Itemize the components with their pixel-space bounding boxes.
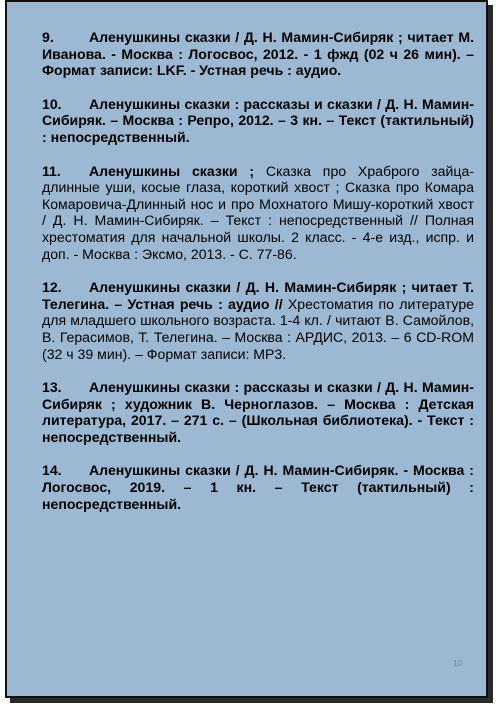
entry-title: Аленушкины сказки / Д. Н. Мамин-Сибиряк ; читает Т. Телегина. – Устная речь : аудио // <box>42 279 474 312</box>
entry-number: 10. <box>42 95 62 112</box>
document-page <box>5 0 488 698</box>
entry-text: Аленушкины сказки : рассказы и сказки / Д. Н. Мамин-Сибиряк ; художник В. Черноглазов. – Москва : Детская литература, 2017. – 271 с. – (Школьная библиотека). - Текст : непосредственный. <box>42 379 474 445</box>
bibliography-entry-14 <box>42 462 474 512</box>
entry-number: 14. <box>42 462 62 479</box>
entry-number: 11. <box>42 162 61 179</box>
page-number: 10 <box>453 659 462 668</box>
entry-number: 12. <box>42 279 62 296</box>
bibliography-entry-12 <box>42 279 474 362</box>
entry-text: Аленушкины сказки / Д. Н. Мамин-Сибиряк. - Москва : Логосвос, 2019. – 1 кн. – Текст (тактильный) : непосредственный. <box>42 462 474 512</box>
entry-text: Сказка про Храброго зайца-длинные уши, косые глаза, короткий хвост ; Сказка про Комара Комаровича-Длинный нос и про Мохнатого Мишу-короткий хвост / Д. Н. Мамин-Сибиряк. – Текст : непосредственный // Полная хрестоматия для начальной школы. 2 класс. - 4-е изд., испр. и доп. - Москва : Эксмо, 2013. - С. 77-86. <box>42 162 474 262</box>
bibliography-list <box>42 29 474 529</box>
entry-text: Аленушкины сказки / Д. Н. Мамин-Сибиряк ; читает М. Иванова. - Москва : Логосвос, 2012. - 1 фжд (02 ч 26 мин). – Формат записи: LKF. - Устная речь : аудио. <box>42 29 474 79</box>
entry-text: Хрестоматия по литературе для младшего школьного возраста. 1-4 кл. / читают В. Самойлов, В. Герасимов, Т. Телегина. – Москва : АРДИС, 2013. – 6 CD-ROM (32 ч 39 мин). – Формат записи: MP3. <box>42 295 474 362</box>
bibliography-entry-9 <box>42 29 474 79</box>
entry-number: 13. <box>42 379 62 396</box>
entry-number: 9. <box>42 29 54 45</box>
bibliography-entry-10 <box>42 96 474 146</box>
entry-title: Аленушкины сказки ; <box>89 162 266 179</box>
bibliography-entry-13 <box>42 379 474 445</box>
entry-text: Аленушкины сказки : рассказы и сказки / Д. Н. Мамин-Сибиряк. – Москва : Репро, 2012. – 3 кн. – Текст (тактильный) : непосредственный. <box>42 95 474 145</box>
bibliography-entry-11 <box>42 163 474 263</box>
